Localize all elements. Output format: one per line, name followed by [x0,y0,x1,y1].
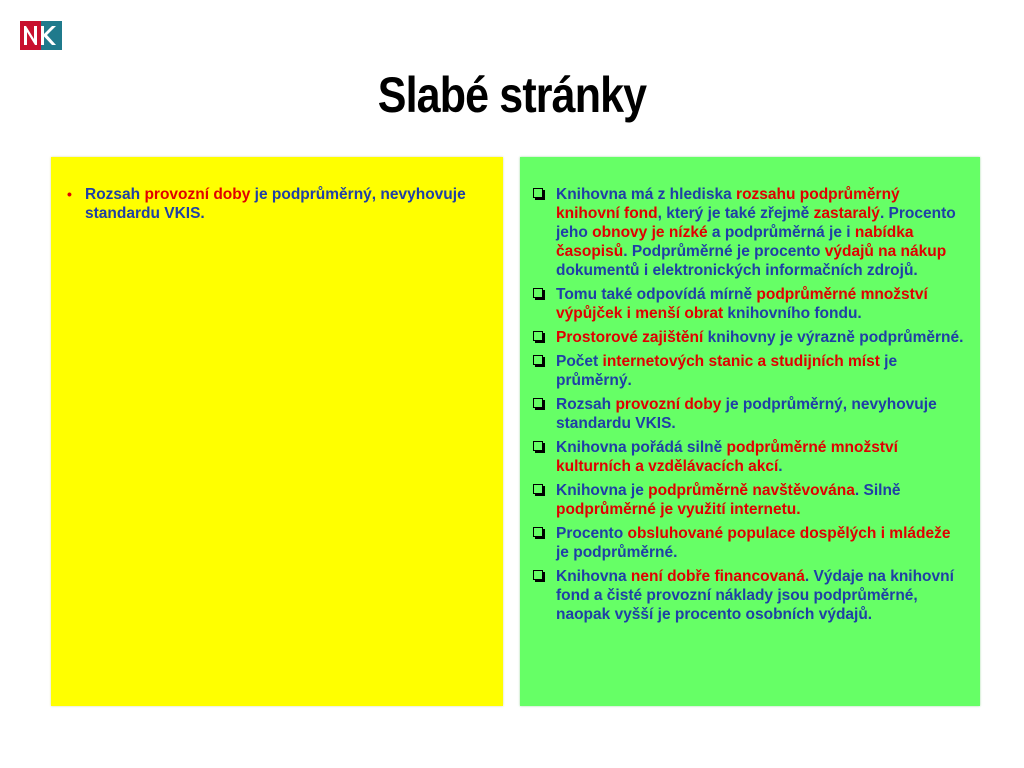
item-text [556,481,966,519]
body-text: a podprůměrná je i [707,224,855,241]
item-text [556,395,966,433]
list-item [530,185,966,280]
body-text: Rozsah [85,186,145,203]
highlighted-text: internetových stanic a studijních míst [602,353,880,370]
list-item [530,352,966,390]
item-text [556,328,966,347]
list-item [530,328,966,347]
logo-k-glyph [41,21,62,50]
checkbox-bullet-icon [530,567,556,580]
checkbox-bullet-icon [530,395,556,408]
nk-logo [20,21,62,50]
body-text: Knihovna je [556,482,649,499]
highlighted-text: provozní doby [144,186,251,203]
body-text: , který je také zřejmě [657,205,814,222]
highlighted-text: podprůměrné je využití internetu. [556,501,801,518]
item-text [556,285,966,323]
list-item [530,438,966,476]
body-text: Tomu také odpovídá mírně [556,286,757,303]
left-bullet-list [61,185,489,228]
list-item [530,481,966,519]
body-text: Počet [556,353,603,370]
logo-n-glyph [20,21,41,50]
body-text: je podprůměrný, nevyhovuje standardu VKIS. [556,396,937,432]
list-item [530,395,966,433]
item-text [85,185,489,223]
body-text: . Procento jeho [556,205,956,241]
list-item [530,567,966,624]
checkbox-bullet-icon [530,328,556,341]
item-text [556,567,966,624]
checkbox-bullet-shape [533,484,543,494]
bullet-dot-icon: • [67,186,72,202]
checkbox-bullet-shape [533,331,543,341]
body-text: je podprůměrný, nevyhovuje standardu VKIS. [85,186,466,222]
body-text: Knihovna má z hlediska [556,186,737,203]
body-text: je podprůměrné. [556,544,678,561]
body-text: knihovny je výrazně podprůměrné. [703,329,964,346]
item-text [556,438,966,476]
list-item [530,285,966,323]
checkbox-bullet-icon [530,185,556,198]
checkbox-bullet-shape [533,188,543,198]
checkbox-bullet-shape [533,441,543,451]
body-text: je průměrný. [556,353,898,389]
checkbox-bullet-shape [533,288,543,298]
highlighted-text: podprůměrně navštěvována [648,482,855,499]
highlighted-text: rozsahu podprůměrný knihovní fond [556,186,900,222]
checkbox-bullet-shape [533,398,543,408]
body-text: Knihovna [556,568,631,585]
item-text [556,352,966,390]
highlighted-text: Prostorové zajištění [556,329,704,346]
body-text: . Podprůměrné je procento [623,243,825,260]
body-text: . Silně [854,482,901,499]
logo-k-block [41,21,62,50]
body-text: knihovního fondu. [723,305,862,322]
checkbox-bullet-icon [530,524,556,537]
highlighted-text: zastaralý [813,205,880,222]
highlighted-text: obnovy je nízké [592,224,708,241]
item-text [556,524,966,562]
highlighted-text: nabídka časopisů [556,224,914,260]
checkbox-bullet-icon [530,438,556,451]
checkbox-bullet-icon [530,352,556,365]
item-text [556,185,966,280]
body-text: Knihovna pořádá silně [556,439,727,456]
checkbox-bullet-icon [530,285,556,298]
checkbox-bullet-shape [533,355,543,365]
highlighted-text: podprůměrné množství výpůjček i menší obrat [556,286,928,322]
checkbox-bullet-shape [533,527,543,537]
list-item [530,524,966,562]
list-item [61,185,489,223]
body-text: dokumentů i elektronických informačních zdrojů. [556,262,918,279]
highlighted-text: není dobře financovaná [630,568,805,585]
body-text: Procento [556,525,628,542]
highlighted-text: výdajů na nákup [824,243,947,260]
right-panel [520,157,980,706]
body-text: . Výdaje na knihovní fond a čisté provozní náklady jsou podprůměrné, naopak vyšší je procento osobních výdajů. [556,568,954,623]
page-title: Slabé stránky [377,67,647,123]
checkbox-bullet-shape [533,570,543,580]
highlighted-text: podprůměrné množství kulturních a vzdělávacích akcí [556,439,898,475]
body-text: Rozsah [556,396,616,413]
highlighted-text: obsluhované populace dospělých i mládeže [627,525,951,542]
highlighted-text: provozní doby [615,396,722,413]
logo-n-block [20,21,41,50]
body-text: . [778,458,783,475]
left-panel [51,157,503,706]
checkbox-bullet-icon [530,481,556,494]
right-bullet-list [530,185,966,629]
